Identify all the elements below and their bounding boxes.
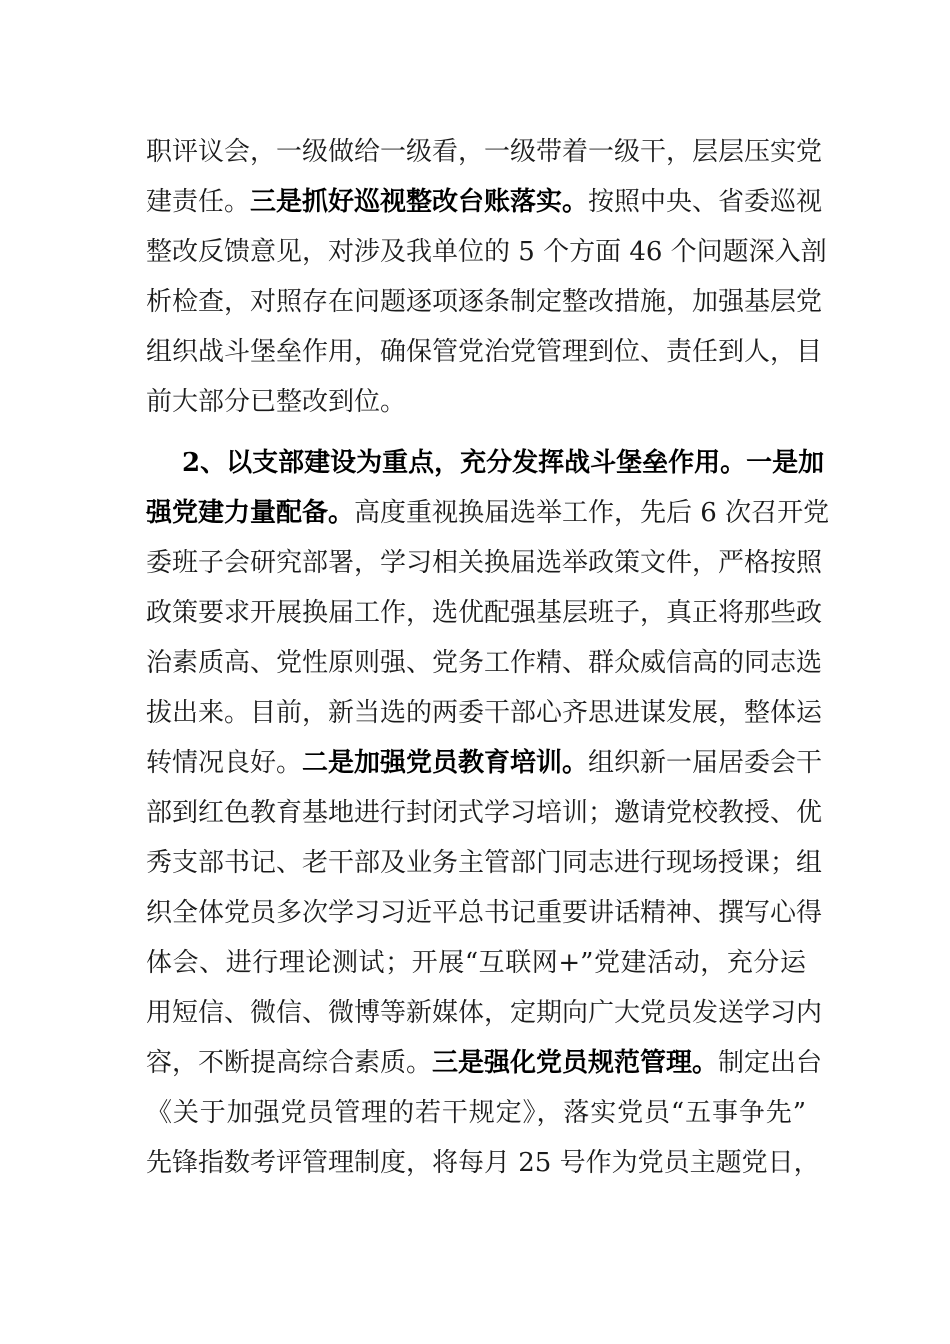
text-segment: 织全体党员多次学习习近平总书记重要讲话精神、撰写心得 — [146, 898, 823, 928]
text-segment: 委班子会研究部署，学习相关换届选举政策文件，严格按照 — [146, 548, 823, 578]
text-line — [146, 593, 823, 633]
text-segment: 政策要求开展换届工作，选优配强基层班子，真正将那些政 — [146, 598, 823, 628]
text-segment: 前大部分已整改到位。 — [146, 387, 407, 417]
text-segment: 建责任。 — [146, 187, 251, 217]
bold-text-segment: 三是强化党员规范管理。 — [432, 1048, 719, 1078]
text-line — [146, 893, 823, 933]
text-line — [146, 643, 823, 683]
text-line — [146, 843, 823, 883]
text-line — [146, 793, 823, 833]
text-segment: 部到红色教育基地进行封闭式学习培训；邀请党校教授、优 — [146, 798, 823, 828]
section-heading-line — [182, 443, 825, 483]
text-line — [146, 282, 823, 322]
text-line — [146, 693, 823, 733]
text-line — [146, 993, 823, 1033]
text-segment: 体会、进行理论测试；开展“互联网+”党建活动，充分运 — [146, 948, 806, 978]
text-segment: 制定出台 — [718, 1048, 823, 1078]
text-segment: 高度重视换届选举工作，先后 6 次召开党 — [354, 498, 830, 528]
text-segment: 秀支部书记、老干部及业务主管部门同志进行现场授课；组 — [146, 848, 823, 878]
text-line — [146, 1093, 806, 1133]
text-segment: 治素质高、党性原则强、党务工作精、群众威信高的同志选 — [146, 648, 823, 678]
text-segment: 析检查，对照存在问题逐项逐条制定整改措施，加强基层党 — [146, 287, 823, 317]
text-line — [146, 182, 823, 222]
text-segment: 整改反馈意见，对涉及我单位的 5 个方面 46 个问题深入剖 — [146, 237, 827, 267]
text-line — [146, 332, 823, 372]
text-line — [146, 1043, 823, 1083]
text-line — [146, 232, 827, 272]
text-line — [146, 132, 823, 172]
bold-text-segment: 2、以支部建设为重点，充分发挥战斗堡垒作用。一是加 — [182, 448, 825, 478]
text-segment: 转情况良好。 — [146, 748, 303, 778]
text-line — [146, 1143, 820, 1183]
text-segment: 组织新一届居委会干 — [588, 748, 823, 778]
text-line — [146, 943, 806, 983]
text-segment: 《关于加强党员管理的若干规定》，落实党员“五事争先” — [146, 1098, 806, 1128]
text-segment: 用短信、微信、微博等新媒体，定期向广大党员发送学习内 — [146, 998, 823, 1028]
text-segment: 组织战斗堡垒作用，确保管党治党管理到位、责任到人，目 — [146, 337, 823, 367]
text-segment: 按照中央、省委巡视 — [588, 187, 823, 217]
bold-text-segment: 三是抓好巡视整改台账落实。 — [250, 187, 589, 217]
text-line — [146, 543, 823, 583]
bold-text-segment: 二是加强党员教育培训。 — [302, 748, 589, 778]
text-line — [146, 493, 830, 533]
text-segment: 职评议会，一级做给一级看，一级带着一级干，层层压实党 — [146, 137, 823, 167]
text-segment: 先锋指数考评管理制度，将每月 25 号作为党员主题党日， — [146, 1148, 820, 1178]
text-segment: 容，不断提高综合素质。 — [146, 1048, 433, 1078]
text-segment: 拔出来。目前，新当选的两委干部心齐思进谋发展，整体运 — [146, 698, 823, 728]
bold-text-segment: 强党建力量配备。 — [146, 498, 355, 528]
text-line — [146, 743, 823, 783]
text-line — [146, 382, 806, 422]
